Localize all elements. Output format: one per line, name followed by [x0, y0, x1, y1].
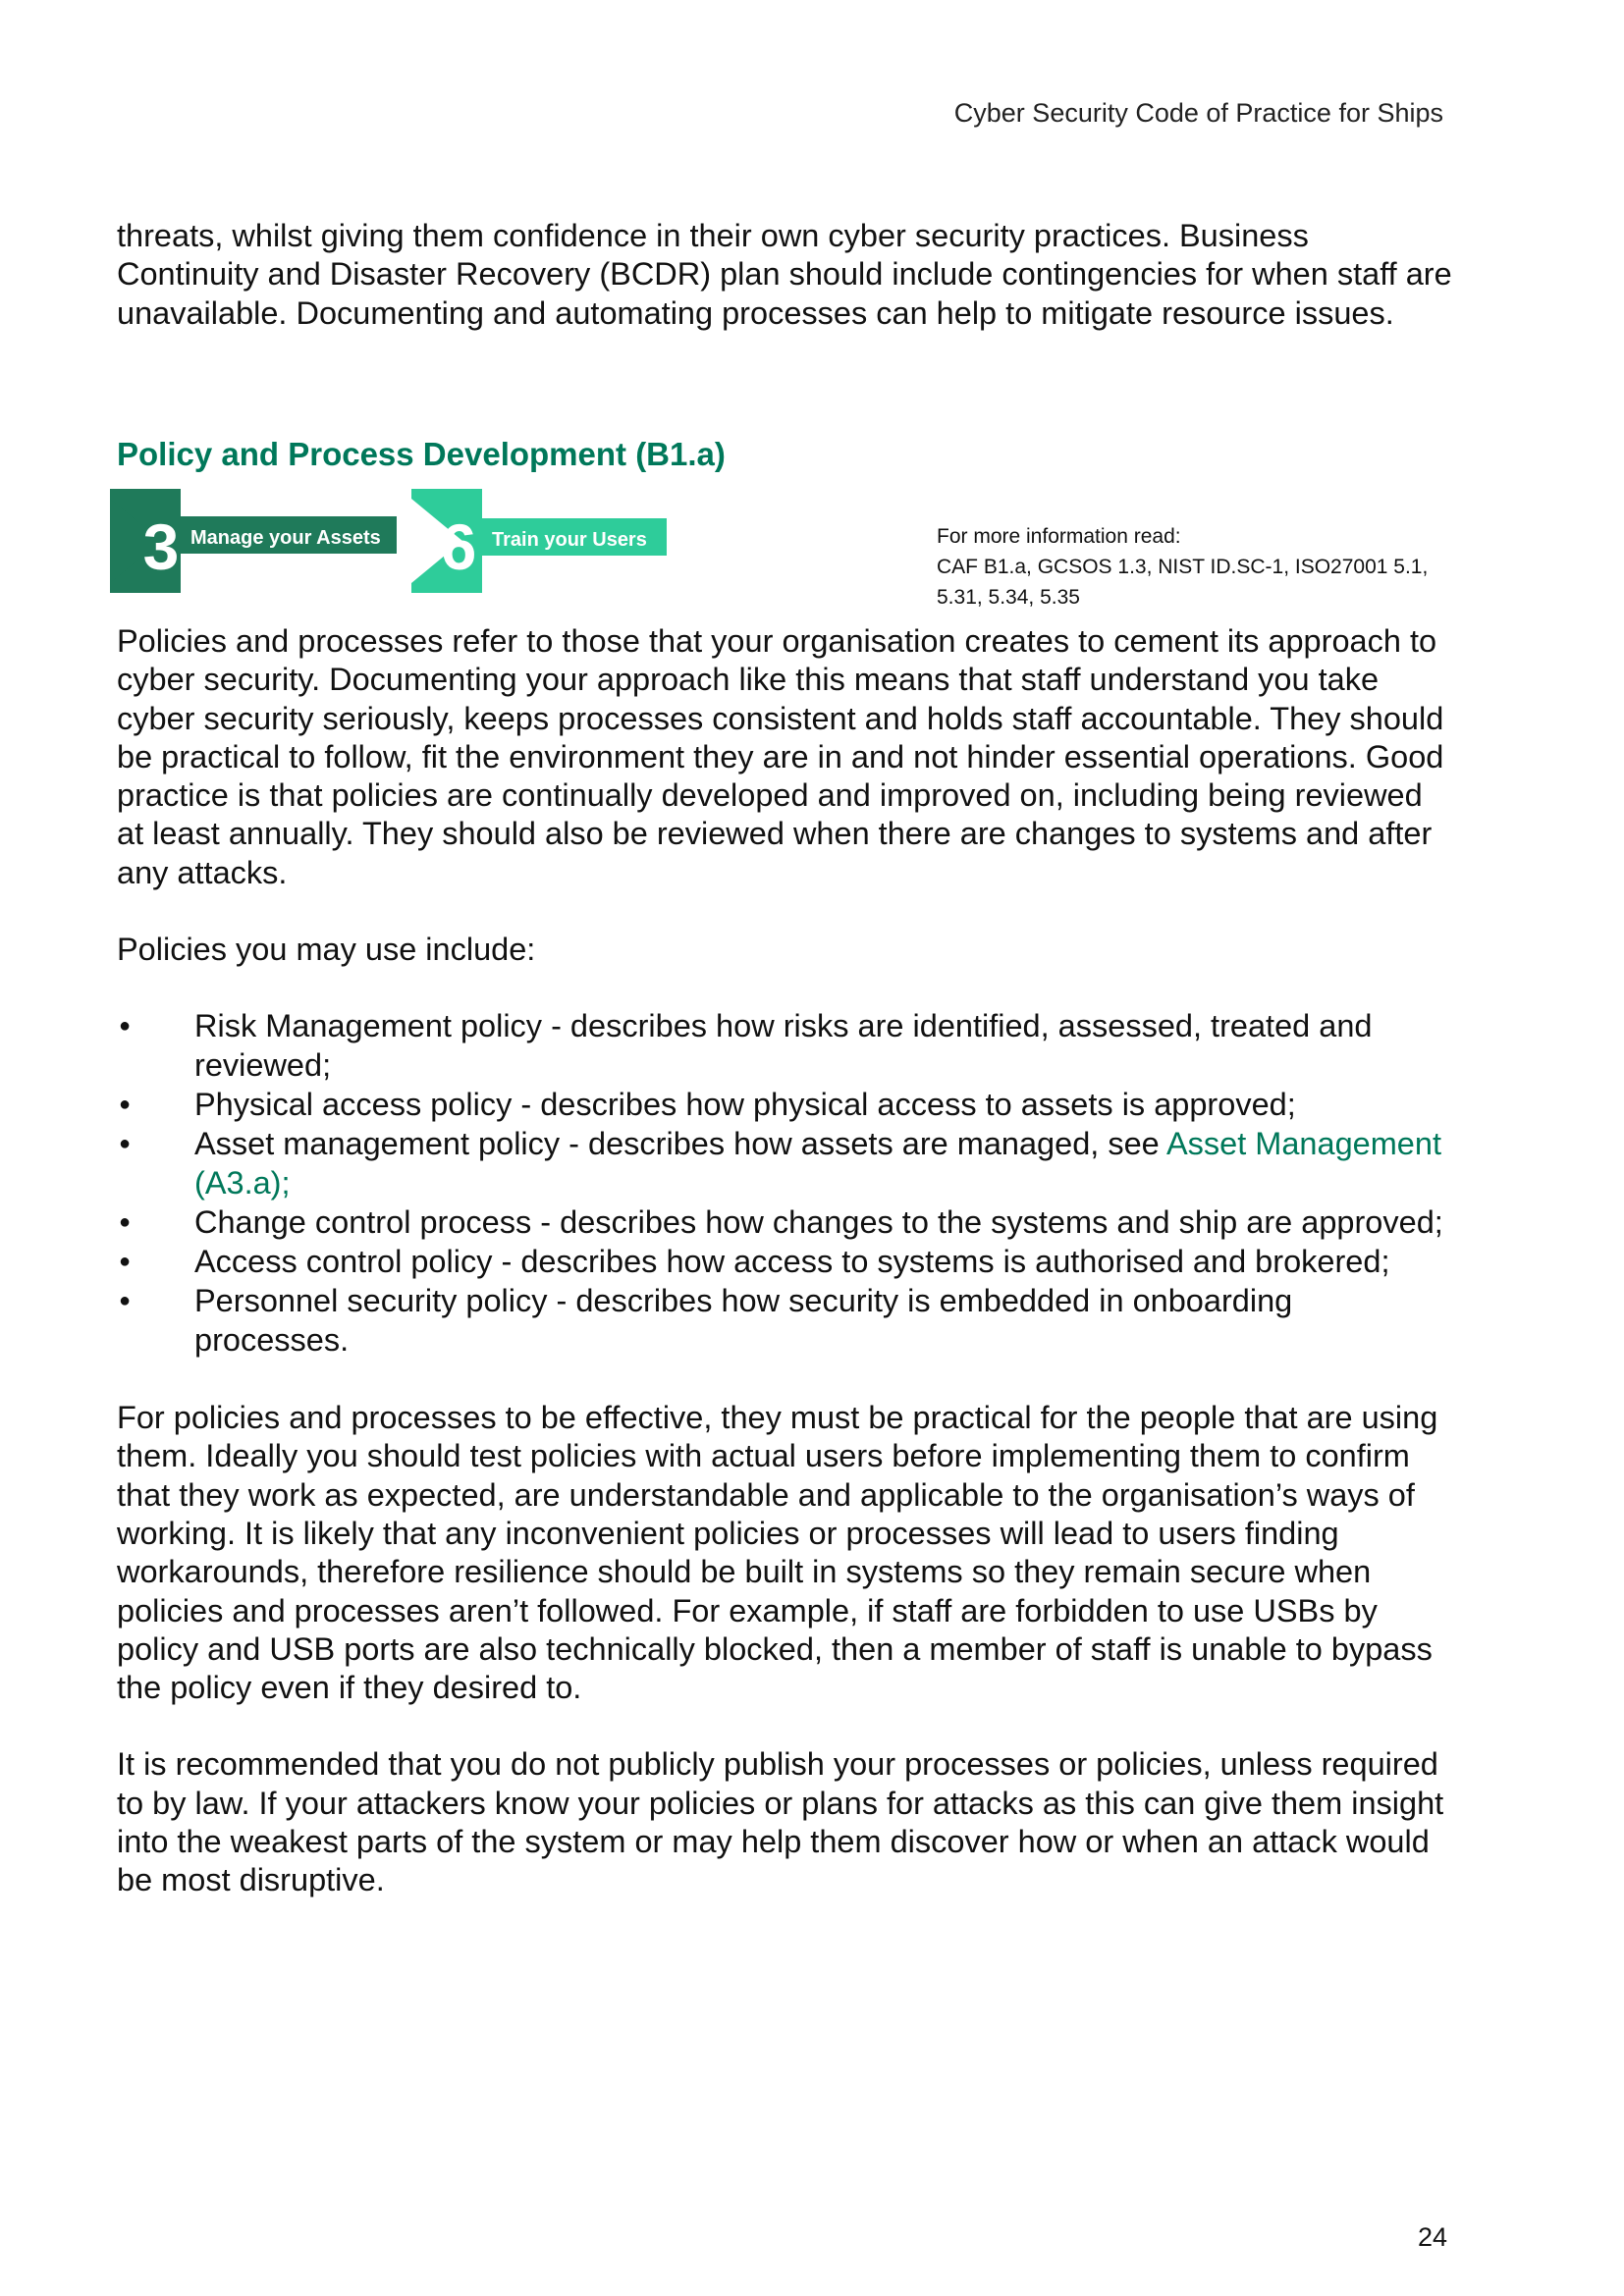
badge-6-number: 6: [440, 510, 477, 583]
list-item: [117, 1282, 1452, 1360]
badge-6-label: Train your Users: [492, 529, 647, 551]
effectiveness-paragraph: For policies and processes to be effective, they must be practical for the people that are using them. Ideally you should test policies with actual users before implementing them to confirm that they work as expected, are understandable and applicable to the organisation’s ways of working. It is likely that any inconvenient policies or processes will lead to users finding workarounds, therefore resilience should be built in systems so they remain secure when policies and processes aren’t followed. For example, if staff are forbidden to use USBs by policy and USB ports are also technically blocked, then a member of staff is unable to bypass the policy even if they desired to.: [117, 1400, 1438, 1706]
bullet-icon: ●: [119, 1290, 132, 1312]
list-item: [117, 1125, 1452, 1202]
intro-section: [117, 217, 1452, 333]
badge-3-number: 3: [142, 510, 180, 583]
list-item-text: Change control process - describes how changes to the systems and ship are approved;: [194, 1203, 1443, 1240]
list-item: [117, 1086, 1452, 1124]
section-body: [117, 622, 1452, 1900]
train-users-badge: [411, 489, 672, 593]
more-info-box: [937, 521, 1447, 613]
list-item-text: Risk Management policy - describes how risks are identified, assessed, treated and reviewed;: [194, 1008, 1373, 1083]
list-item-text: Physical access policy - describes how physical access to assets is approved;: [194, 1086, 1296, 1122]
bullet-icon: ●: [119, 1251, 132, 1273]
bullet-icon: ●: [119, 1015, 132, 1038]
more-info-references: CAF B1.a, GCSOS 1.3, NIST ID.SC-1, ISO27001 5.1, 5.31, 5.34, 5.35: [937, 556, 1429, 609]
asset-management-link[interactable]: Asset Management (A3.a);: [194, 1126, 1441, 1201]
running-header: Cyber Security Code of Practice for Ships: [953, 98, 1443, 128]
bullet-icon: ●: [119, 1133, 132, 1155]
list-intro: Policies you may use include:: [117, 932, 536, 968]
list-item-text: Personnel security policy - describes how security is embedded in onboarding processes.: [194, 1283, 1293, 1358]
badge-3-label: Manage your Assets: [190, 527, 381, 549]
list-item: [117, 1203, 1452, 1242]
publishing-paragraph: It is recommended that you do not publicly publish your processes or policies, unless required to by law. If your attackers know your policies or plans for attacks as this can give them insight into the weakest parts of the system or may help them discover how or when an attack would be most disruptive.: [117, 1746, 1444, 1898]
page-number: 24: [1417, 2222, 1447, 2252]
list-item: [117, 1243, 1452, 1281]
list-item: [117, 1007, 1452, 1085]
policy-list: [117, 1007, 1452, 1360]
list-item-text: Access control policy - describes how access to systems is authorised and brokered;: [194, 1244, 1390, 1280]
list-item-text: Asset management policy - describes how assets are managed, see: [194, 1126, 1166, 1162]
policies-paragraph: Policies and processes refer to those that your organisation creates to cement its approach to cyber security. Documenting your approach like this means that staff understand you take cyber security seriously, keeps processes consistent and holds staff accountable. They should be practical to follow, fit the environment they are in and not hinder essential operations. Good practice is that policies are continually developed and improved on, including being reviewed at least annually. They should also be reviewed when there are changes to systems and after any attacks.: [117, 623, 1444, 890]
more-info-label: For more information read:: [937, 525, 1181, 548]
section-heading: Policy and Process Development (B1.a): [117, 436, 726, 472]
intro-paragraph: threats, whilst giving them confidence in their own cyber security practices. Business Continuity and Disaster Recovery (BCDR) plan should include contingencies for when staff are unavailable. Documenting and automating processes can help to mitigate resource issues.: [117, 218, 1452, 331]
bullet-icon: ●: [119, 1210, 132, 1233]
manage-assets-badge: [110, 489, 400, 593]
bullet-icon: ●: [119, 1093, 132, 1115]
